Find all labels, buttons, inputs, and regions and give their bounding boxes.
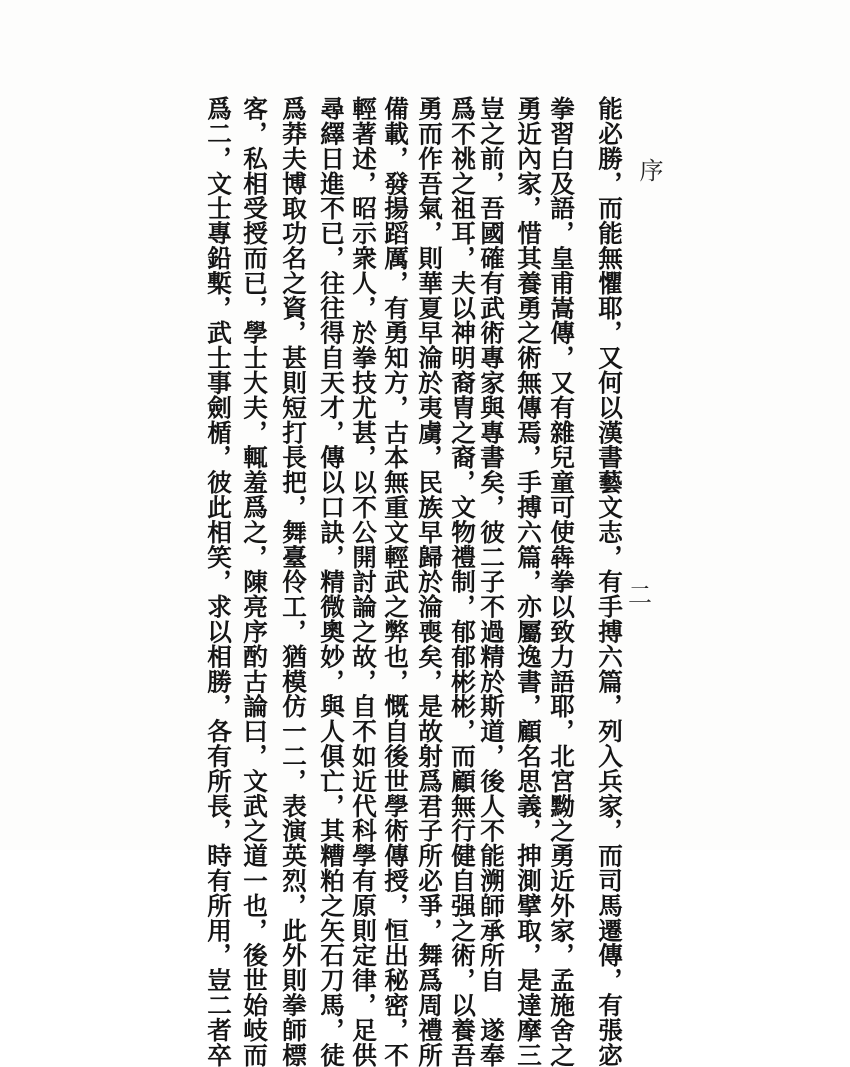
text-column-10: 爲莽夫博取功名之資，甚則短打長把，舞臺伶工，猶模仿一二，表演英烈，此外則拳師標	[279, 96, 308, 1067]
text-column-8: 輕著述，昭示衆人，於拳技尤甚，以不公開討論之故，自不如近代科學有原則定律，足供	[349, 96, 378, 1067]
text-column-3: 勇近內家，惜其養勇之術無傳焉，手搏六篇，亦屬逸書，顧名思義，抻測擘取，是達摩三	[514, 96, 543, 1067]
text-column-7: 備載，發揚蹈厲，有勇知方，古本無重文輕武之弊也，慨自後世學術傳授，恒出秘密，不	[381, 96, 410, 1067]
running-head: 序	[635, 158, 663, 182]
text-column-6: 勇而作吾氣，則華夏早淪於夷虜，民族早歸於淪喪矣，是故射爲君子所必爭，舞爲周禮所	[415, 96, 444, 1067]
text-column-12: 爲二，文士專鉛槧，武士事劍楯，彼此相笑，求以相勝，各有所長，時有所用，豈二者卒	[204, 96, 233, 1067]
text-column-1: 能必勝，而能無懼耶，又何以漢書藝文志，有手搏六篇，列入兵家，而司馬遷傳，有張宓	[595, 96, 624, 1067]
text-column-9: 尋繹日進不已，往往得自天才，傳以口訣，精微奧妙，與人俱亡，其糟粕之矢石刀馬，徒	[317, 96, 346, 1067]
text-column-11: 客，私相受授而已，學士大夫，輒羞爲之，陳亮序酌古論曰，文武之道一也，後世始岐而	[240, 96, 269, 1067]
text-column-2: 拳習白及語，皇甫嵩傳，又有雜兒童可使犇拳以致力語耶，北宮黝之勇近外家，孟施舍之	[547, 96, 576, 1067]
page-number: 二	[628, 581, 652, 609]
text-column-4: 豈之前，吾國確有武術專家與專書矣，彼二子不過精於斯道，後人不能溯師承所自 遂奉	[477, 96, 506, 1067]
text-column-5: 爲不祧之祖耳，夫以神明裔胄之裔，文物禮制，郁郁彬彬，而顧無行健自强之術，以養吾	[448, 96, 477, 1067]
